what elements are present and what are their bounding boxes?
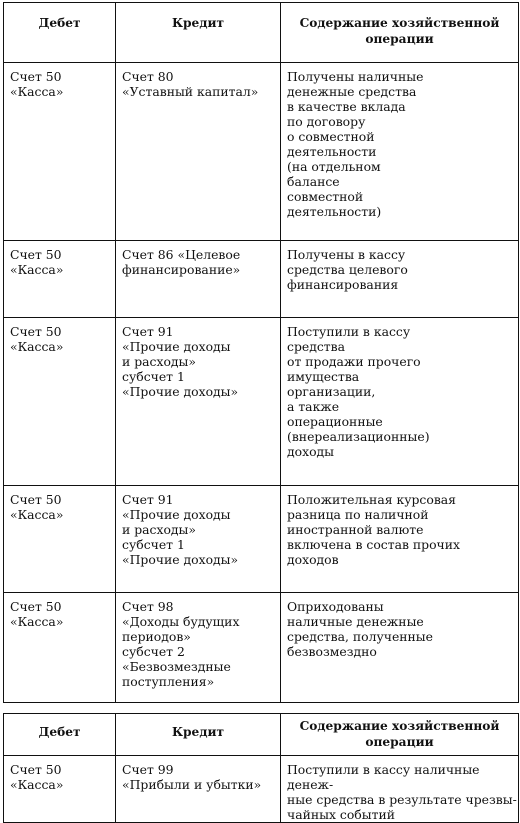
credit-cell: Счет 91 «Прочие доходы и расходы» субсчет 1 «Прочие доходы» <box>122 492 239 567</box>
credit-cell: Счет 98 «Доходы будущих периодов» субсчет 2 «Безвозмездные поступления» <box>122 599 240 689</box>
header-content: Содержание хозяйственной операции <box>281 3 519 63</box>
posting-table-1 <box>3 2 519 703</box>
table-row <box>4 63 519 241</box>
posting-table-2 <box>3 713 519 823</box>
header-credit: Кредит <box>116 3 281 63</box>
content-cell: Поступили в кассу средства от продажи прочего имущества организации, а также операционные (внереализационные) доходы <box>287 324 430 459</box>
header-debit: Дебет <box>4 714 116 756</box>
table-row <box>4 756 519 823</box>
credit-cell: Счет 91 «Прочие доходы и расходы» субсчет 1 «Прочие доходы» <box>122 324 239 399</box>
content-cell: Поступили в кассу наличные денеж- ные средства в результате чрезвы- чайных событий <box>287 762 517 822</box>
table-row <box>4 593 519 703</box>
debit-cell: Счет 50 «Касса» <box>10 762 64 792</box>
table-header-row <box>4 714 519 756</box>
header-content: Содержание хозяйственной операции <box>281 714 519 756</box>
table-row <box>4 486 519 593</box>
content-cell: Получены в кассу средства целевого финансирования <box>287 247 408 292</box>
credit-cell: Счет 86 «Целевое финансирование» <box>122 247 241 277</box>
content-cell: Получены наличные денежные средства в качестве вклада по договору о совместной деятельности (на отдельном балансе совместной деятельности) <box>287 69 424 219</box>
header-debit: Дебет <box>4 3 116 63</box>
content-cell: Положительная курсовая разница по наличной иностранной валюте включена в состав прочих доходов <box>287 492 460 567</box>
debit-cell: Счет 50 «Касса» <box>10 69 64 99</box>
content-cell: Оприходованы наличные денежные средства, полученные безвозмездно <box>287 599 433 659</box>
debit-cell: Счет 50 «Касса» <box>10 324 64 354</box>
header-credit: Кредит <box>116 714 281 756</box>
credit-cell: Счет 99 «Прибыли и убытки» <box>122 762 262 792</box>
credit-cell: Счет 80 «Уставный капитал» <box>122 69 259 99</box>
table-row <box>4 318 519 486</box>
debit-cell: Счет 50 «Касса» <box>10 599 64 629</box>
table-header-row <box>4 3 519 63</box>
debit-cell: Счет 50 «Касса» <box>10 492 64 522</box>
debit-cell: Счет 50 «Касса» <box>10 247 64 277</box>
table-row <box>4 241 519 318</box>
